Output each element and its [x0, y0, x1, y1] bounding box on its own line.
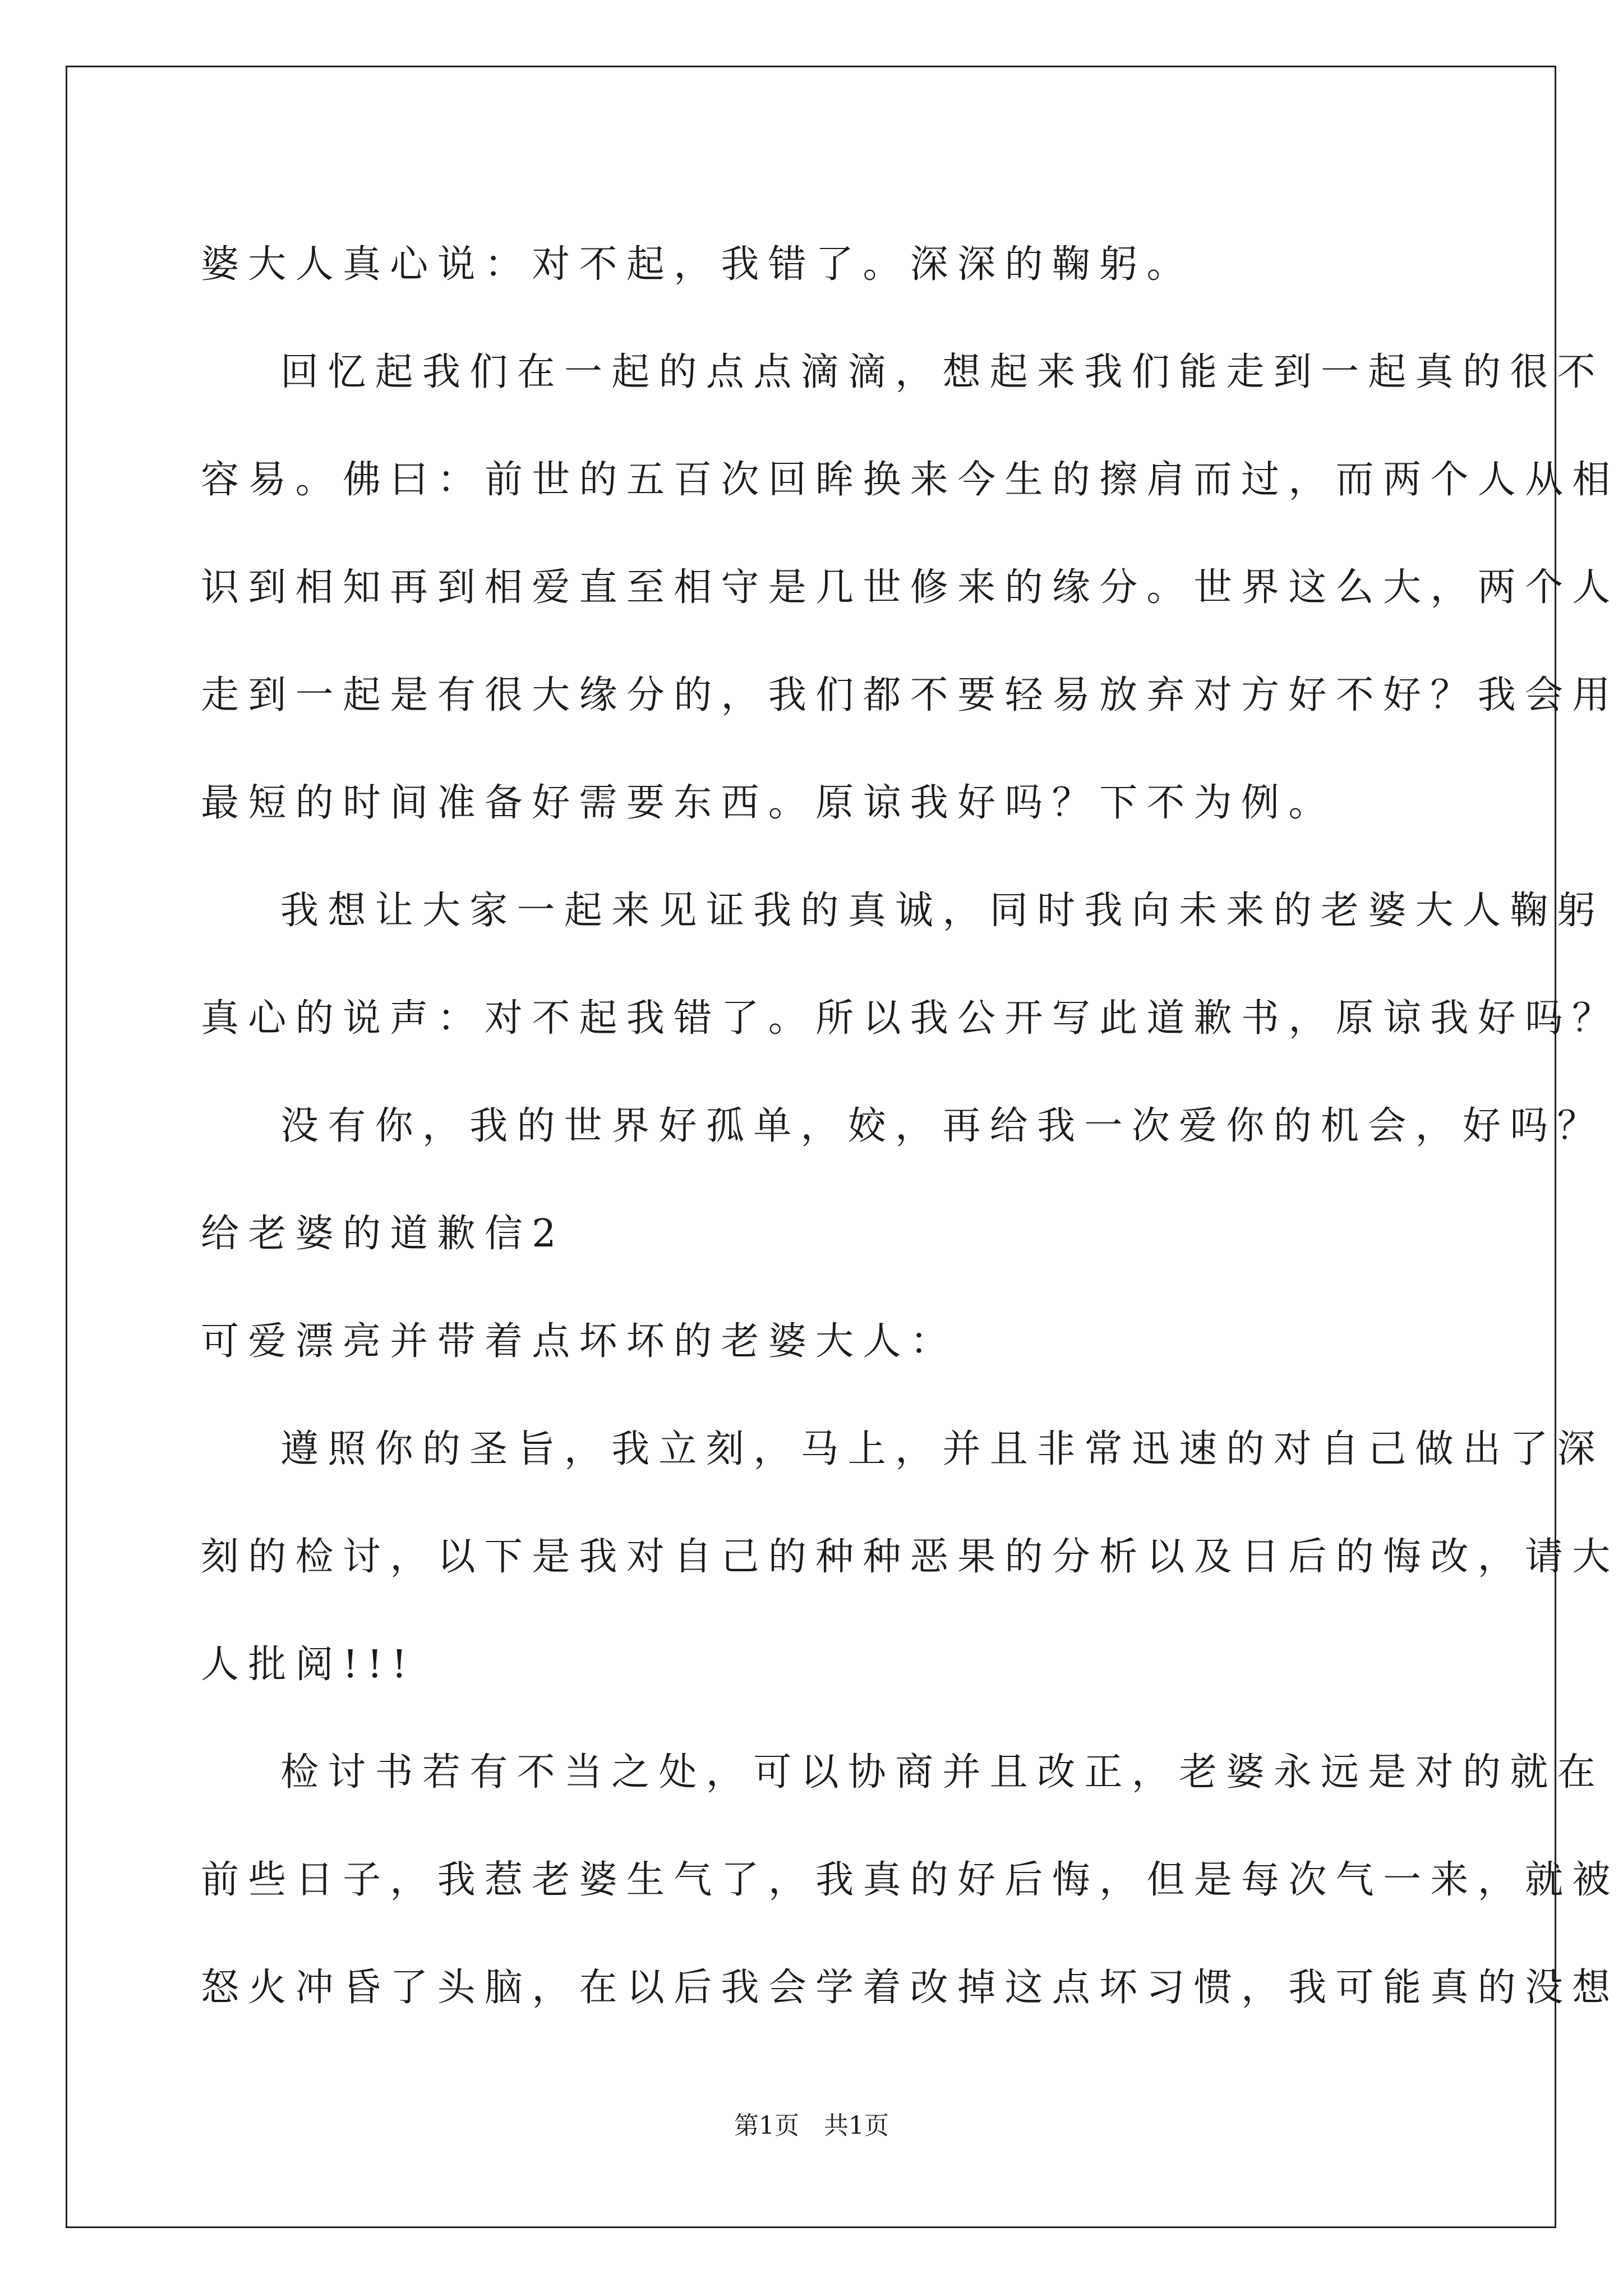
text-line: 人批阅!!! — [201, 1642, 416, 1687]
text-line: 遵照你的圣旨，我立刻，马上，并且非常迅速的对自己做出了深 — [280, 1427, 1604, 1471]
text-line: 回忆起我们在一起的点点滴滴，想起来我们能走到一起真的很不 — [280, 350, 1604, 394]
page-number-footer: 第1页 共1页 — [734, 2111, 889, 2140]
text-line: 真心的说声：对不起我错了。所以我公开写此道歉书，原谅我好吗？ — [201, 996, 1620, 1041]
text-line: 没有你，我的世界好孤单，姣，再给我一次爱你的机会，好吗？ — [280, 1104, 1604, 1148]
text-line: 我想让大家一起来见证我的真诚，同时我向未来的老婆大人鞠躬 — [280, 889, 1604, 933]
document-body — [201, 211, 1620, 2042]
text-line: 婆大人真心说：对不起，我错了。深深的鞠躬。 — [201, 242, 1194, 287]
salutation: 可爱漂亮并带着点坏坏的老婆大人： — [201, 1319, 958, 1364]
text-line: 前些日子，我惹老婆生气了，我真的好后悔，但是每次气一来，就被 — [201, 1858, 1620, 1902]
text-line: 容易。佛曰：前世的五百次回眸换来今生的擦肩而过，而两个人从相 — [201, 458, 1620, 502]
text-line: 怒火冲昏了头脑，在以后我会学着改掉这点坏习惯，我可能真的没想 — [201, 1966, 1620, 2010]
text-line: 刻的检讨，以下是我对自己的种种恶果的分析以及日后的悔改，请大 — [201, 1535, 1620, 1579]
text-line: 检讨书若有不当之处，可以协商并且改正，老婆永远是对的就在 — [280, 1750, 1604, 1795]
text-line: 走到一起是有很大缘分的，我们都不要轻易放弃对方好不好？我会用 — [201, 673, 1620, 717]
text-line: 最短的时间准备好需要东西。原谅我好吗？下不为例。 — [201, 781, 1336, 825]
text-line: 识到相知再到相爱直至相守是几世修来的缘分。世界这么大，两个人 — [201, 565, 1620, 610]
section-heading: 给老婆的道歉信2 — [201, 1212, 565, 1256]
